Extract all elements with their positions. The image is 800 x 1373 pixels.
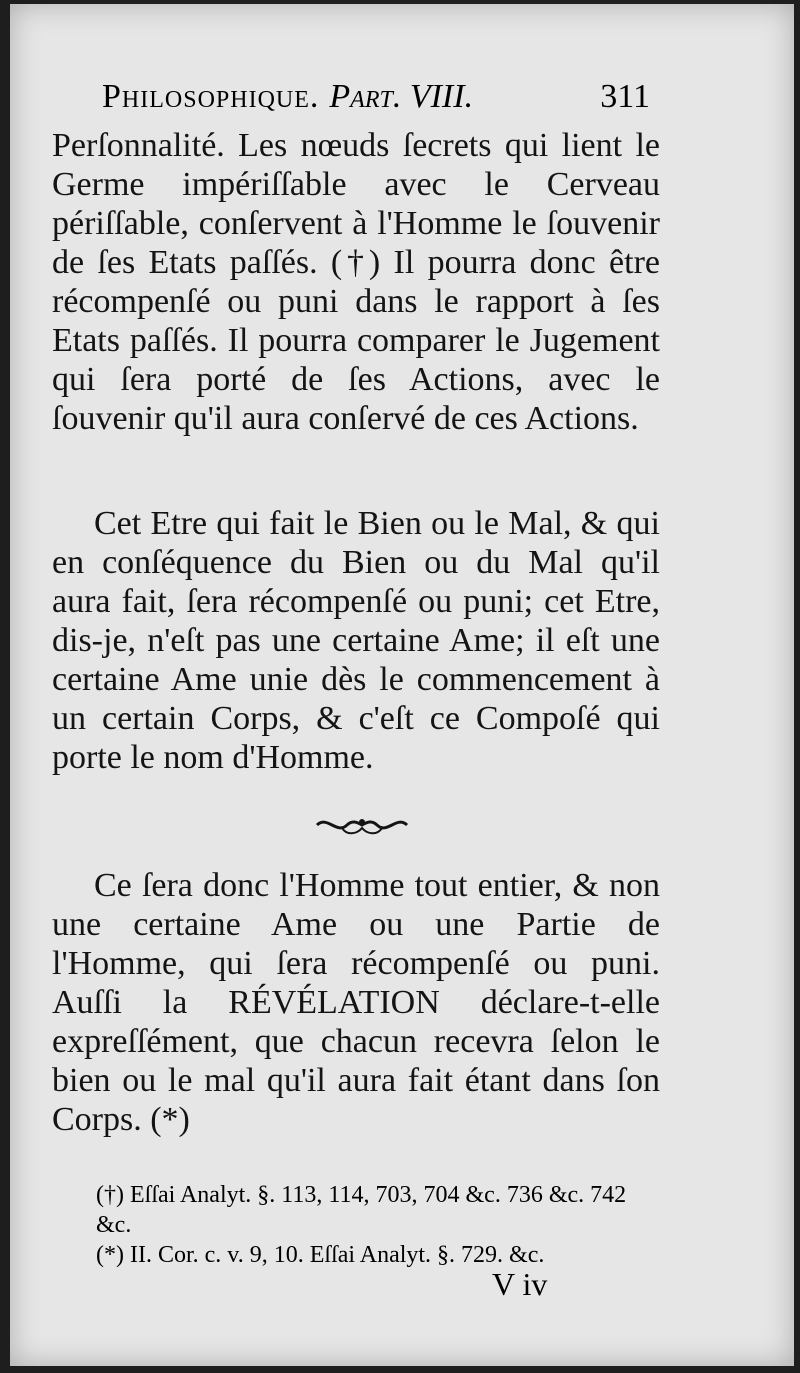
part-label: Part. VIII. [329, 78, 474, 115]
paragraph-2-text: Cet Etre qui fait le Bien ou le Mal, & qui en conſéquence du Bien ou du Mal qu'il aura fait, ſera récompenſé ou puni; cet Etre, dis-je, n'eſt pas une certaine Ame; il eſt une certaine Ame unie dès le commencement à un certain Corps, & c'eſt ce Compoſé qui porte le nom d'Homme. [52, 505, 660, 776]
paragraph-3 [52, 866, 660, 1139]
footnote-dagger: (†) Eſſai Analyt. §. 113, 114, 703, 704 &c. 736 &c. 742 &c. [96, 1182, 627, 1238]
paragraph-2 [52, 504, 660, 777]
ornament-icon [312, 810, 412, 840]
footnotes [96, 1180, 664, 1270]
footnote-star: (*) II. Cor. c. v. 9, 10. Eſſai Analyt. §. 729. &c. [96, 1242, 545, 1268]
signature-mark: V iv [492, 1266, 548, 1302]
paragraph-1 [52, 126, 660, 438]
page-number: 311 [600, 78, 650, 115]
paragraph-1-text: Perſonnalité. Les nœuds ſecrets qui lient le Germe impériſſable avec le Cerveau périſſable, conſervent à l'Homme le ſouvenir de ſes Etats paſſés. (†) Il pourra donc être récompenſé ou puni dans le rapport à ſes Etats paſſés. Il pourra comparer le Jugement qui ſera porté de ſes Actions, avec le ſouvenir qu'il aura conſervé de ces Actions. [52, 127, 660, 437]
book-page [10, 4, 794, 1366]
running-header [102, 78, 650, 116]
running-title: Philosophique. [102, 78, 320, 115]
paragraph-3-text: Ce ſera donc l'Homme tout entier, & non une certaine Ame ou une Partie de l'Homme, qui ſera récompenſé ou puni. Auſſi la RÉVÉLATION déclare-t-elle expreſſément, que chacun recevra ſelon le bien ou le mal qu'il aura fait étant dans ſon Corps. (*) [52, 867, 660, 1138]
